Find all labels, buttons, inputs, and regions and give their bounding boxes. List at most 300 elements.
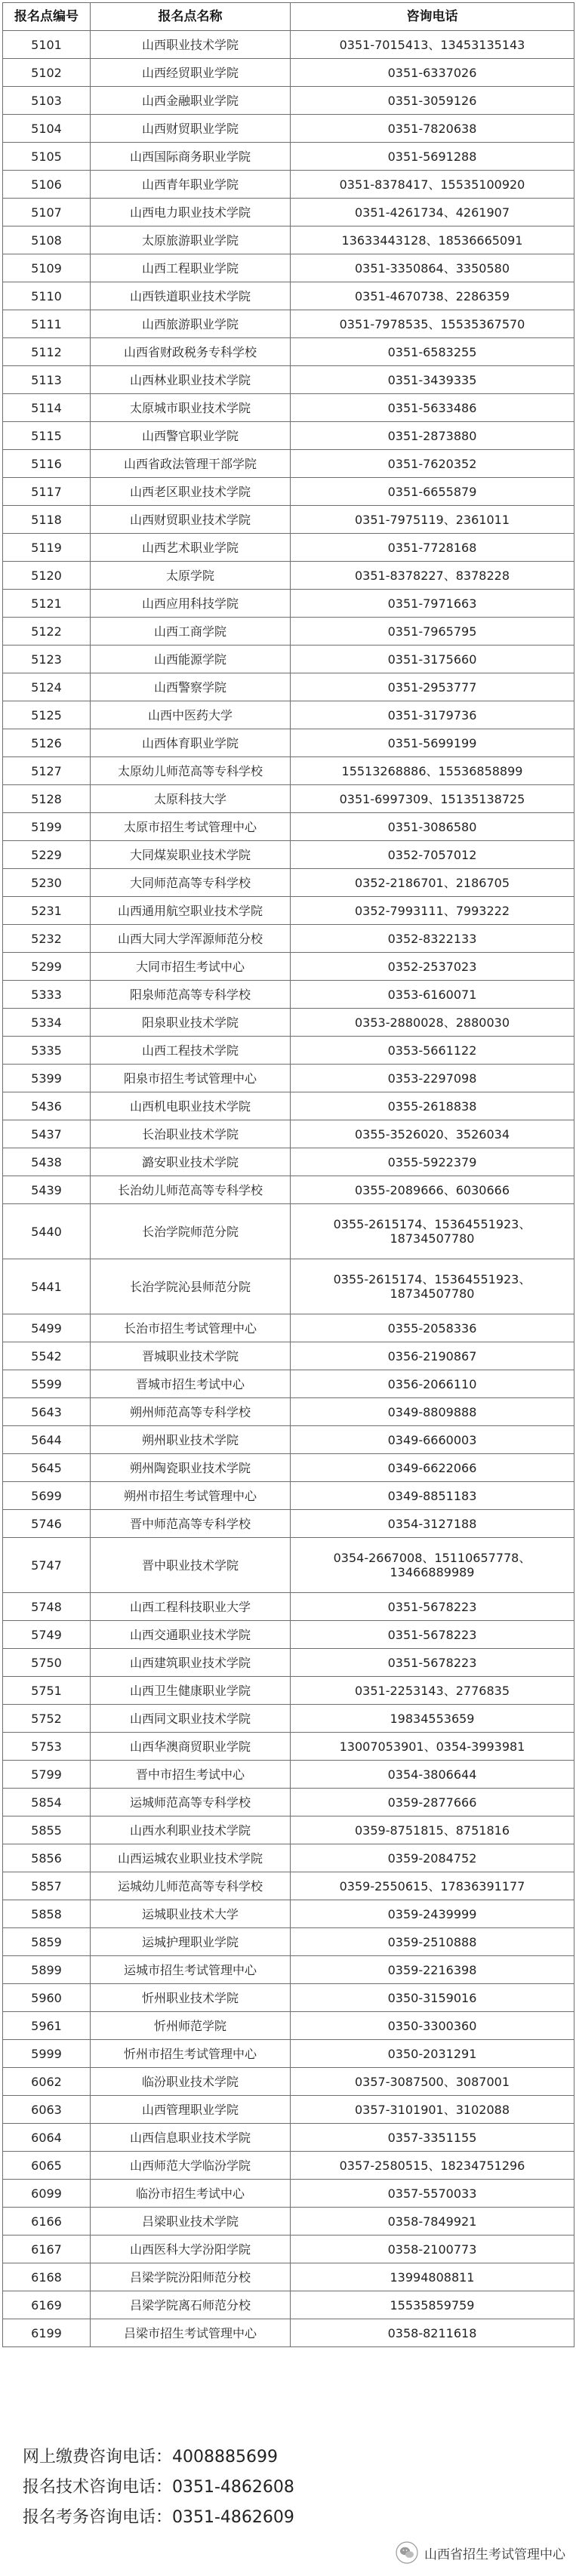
site-name-cell: 临汾职业技术学院: [91, 2068, 291, 2096]
site-code-cell: 5111: [3, 310, 91, 338]
site-name-cell: 太原学院: [91, 562, 291, 590]
phone-cell: 0351-5678223: [291, 1649, 574, 1677]
site-code-cell: 5102: [3, 59, 91, 87]
phone-cell: 0351-7728168: [291, 534, 574, 562]
site-name-cell: 山西通用航空职业技术学院: [91, 897, 291, 925]
site-name-cell: 太原幼儿师范高等专科学校: [91, 757, 291, 785]
table-row: [3, 1649, 574, 1677]
table-row: [3, 1176, 574, 1204]
phone-cell: 0355-2058336: [291, 1314, 574, 1342]
site-code-cell: 5103: [3, 87, 91, 115]
phone-cell: 13633443128、18536665091: [291, 226, 574, 254]
site-name-cell: 阳泉师范高等专科学校: [91, 981, 291, 1009]
phone-cell: 0351-5691288: [291, 143, 574, 171]
site-name-cell: 山西旅游职业学院: [91, 310, 291, 338]
contact-footer: [23, 2446, 566, 2537]
site-code-cell: 5230: [3, 869, 91, 897]
site-code-cell: 5232: [3, 925, 91, 953]
site-name-cell: 山西林业职业技术学院: [91, 366, 291, 394]
site-name-cell: 山西电力职业技术学院: [91, 199, 291, 226]
site-code-cell: 5899: [3, 1956, 91, 1984]
table-row: [3, 897, 574, 925]
phone-cell: 0351-3175660: [291, 646, 574, 673]
site-name-cell: 太原市招生考试管理中心: [91, 813, 291, 841]
site-name-cell: 运城师范高等专科学校: [91, 1789, 291, 1816]
site-name-cell: 山西青年职业学院: [91, 171, 291, 199]
site-code-cell: 5124: [3, 673, 91, 701]
site-name-cell: 山西体育职业学院: [91, 729, 291, 757]
payment-hotline: 网上缴费咨询电话：4008885699: [23, 2448, 278, 2467]
phone-cell: 0351-6655879: [291, 478, 574, 506]
table-row: [3, 2263, 574, 2291]
site-code-cell: 5108: [3, 226, 91, 254]
site-code-cell: 5961: [3, 2012, 91, 2040]
table-row: [3, 1482, 574, 1510]
site-name-cell: 山西华澳商贸职业学院: [91, 1733, 291, 1761]
phone-cell: 0351-4261734、4261907: [291, 199, 574, 226]
site-code-cell: 5106: [3, 171, 91, 199]
table-row: [3, 1398, 574, 1426]
phone-cell: 13007053901、0354-3993981: [291, 1733, 574, 1761]
site-code-cell: 6064: [3, 2124, 91, 2152]
table-row: [3, 1314, 574, 1342]
site-name-cell: 山西财贸职业学院: [91, 115, 291, 143]
site-name-cell: 山西工程科技职业大学: [91, 1593, 291, 1621]
site-name-cell: 长治学院沁县师范分院: [91, 1259, 291, 1314]
site-name-cell: 山西艺术职业学院: [91, 534, 291, 562]
site-name-cell: 运城护理职业学院: [91, 1928, 291, 1956]
phone-cell: 0349-6622066: [291, 1454, 574, 1482]
site-code-cell: 6099: [3, 2180, 91, 2208]
site-name-cell: 晋城职业技术学院: [91, 1342, 291, 1370]
site-code-cell: 5128: [3, 785, 91, 813]
site-name-cell: 运城市招生考试管理中心: [91, 1956, 291, 1984]
phone-cell: 0355-5922379: [291, 1148, 574, 1176]
site-code-cell: 6169: [3, 2291, 91, 2319]
site-code-cell: 6168: [3, 2263, 91, 2291]
site-name-cell: 山西运城农业职业技术学院: [91, 1844, 291, 1872]
table-row: [3, 366, 574, 394]
site-code-cell: 5859: [3, 1928, 91, 1956]
site-name-cell: 大同煤炭职业技术学院: [91, 841, 291, 869]
table-row: [3, 1761, 574, 1789]
table-row: [3, 2124, 574, 2152]
site-code-cell: 5746: [3, 1510, 91, 1538]
table-row: [3, 1120, 574, 1148]
table-row: [3, 1844, 574, 1872]
watermark: [396, 2541, 565, 2564]
phone-cell: 0357-2580515、18234751296: [291, 2152, 574, 2180]
table-row: [3, 729, 574, 757]
phone-cell: 0351-3179736: [291, 701, 574, 729]
table-row: [3, 925, 574, 953]
table-row: [3, 785, 574, 813]
table-row: [3, 618, 574, 646]
site-code-cell: 5104: [3, 115, 91, 143]
site-code-cell: 5799: [3, 1761, 91, 1789]
table-row: [3, 673, 574, 701]
table-row: [3, 1259, 574, 1314]
phone-cell: 0357-3351155: [291, 2124, 574, 2152]
table-row: [3, 422, 574, 450]
table-row: [3, 2152, 574, 2180]
site-code-cell: 6199: [3, 2319, 91, 2347]
table-row: [3, 1204, 574, 1259]
site-code-cell: 5101: [3, 31, 91, 59]
phone-cell: 0349-8809888: [291, 1398, 574, 1426]
site-code-cell: 6166: [3, 2208, 91, 2236]
site-code-cell: 5440: [3, 1204, 91, 1259]
site-name-cell: 吕梁学院汾阳师范分校: [91, 2263, 291, 2291]
site-name-cell: 阳泉职业技术学院: [91, 1009, 291, 1037]
phone-cell: 0357-3101901、3102088: [291, 2096, 574, 2124]
site-code-cell: 5116: [3, 450, 91, 478]
table-row: [3, 2319, 574, 2347]
site-name-cell: 太原城市职业技术学院: [91, 394, 291, 422]
phone-cell: 13994808811: [291, 2263, 574, 2291]
phone-cell: 0353-2880028、2880030: [291, 1009, 574, 1037]
table-row: [3, 143, 574, 171]
table-row: [3, 1009, 574, 1037]
table-row: [3, 254, 574, 282]
site-name-cell: 朔州职业技术学院: [91, 1426, 291, 1454]
site-name-cell: 大同市招生考试中心: [91, 953, 291, 981]
table-row: [3, 953, 574, 981]
phone-cell: 0351-7978535、15535367570: [291, 310, 574, 338]
site-name-cell: 山西财贸职业技术学院: [91, 506, 291, 534]
table-row: [3, 590, 574, 618]
site-code-cell: 5753: [3, 1733, 91, 1761]
phone-cell: 0351-3086580: [291, 813, 574, 841]
table-row: [3, 1956, 574, 1984]
site-name-cell: 朔州师范高等专科学校: [91, 1398, 291, 1426]
table-row: [3, 282, 574, 310]
phone-cell: 0359-2510888: [291, 1928, 574, 1956]
exam-affairs-hotline: 报名考务咨询电话：0351-4862609: [23, 2508, 294, 2527]
site-name-cell: 太原旅游职业学院: [91, 226, 291, 254]
site-name-cell: 潞安职业技术学院: [91, 1148, 291, 1176]
phone-cell: 0352-2537023: [291, 953, 574, 981]
site-name-cell: 太原科技大学: [91, 785, 291, 813]
site-code-cell: 5299: [3, 953, 91, 981]
table-row: [3, 2180, 574, 2208]
site-name-cell: 山西国际商务职业学院: [91, 143, 291, 171]
phone-cell: 0350-3300360: [291, 2012, 574, 2040]
table-row: [3, 841, 574, 869]
site-code-cell: 5115: [3, 422, 91, 450]
site-name-cell: 长治市招生考试管理中心: [91, 1314, 291, 1342]
site-code-cell: 5399: [3, 1065, 91, 1092]
site-code-cell: 5643: [3, 1398, 91, 1426]
site-code-cell: 5117: [3, 478, 91, 506]
site-name-cell: 晋中师范高等专科学校: [91, 1510, 291, 1538]
site-name-cell: 山西省政法管理干部学院: [91, 450, 291, 478]
header-site-code: 报名点编号: [3, 3, 91, 31]
site-name-cell: 忻州师范学院: [91, 2012, 291, 2040]
phone-cell: 0354-2667008、15110657778、 13466889989: [291, 1538, 574, 1593]
phone-cell: 15513268886、15536858899: [291, 757, 574, 785]
phone-cell: 0351-2253143、2776835: [291, 1677, 574, 1705]
site-name-cell: 忻州市招生考试管理中心: [91, 2040, 291, 2068]
table-row: [3, 534, 574, 562]
site-code-cell: 5599: [3, 1370, 91, 1398]
phone-cell: 0351-7975119、2361011: [291, 506, 574, 534]
phone-cell: 0359-2550615、17836391177: [291, 1872, 574, 1900]
phone-cell: 0351-3059126: [291, 87, 574, 115]
table-row: [3, 2096, 574, 2124]
site-code-cell: 5752: [3, 1705, 91, 1733]
site-code-cell: 5121: [3, 590, 91, 618]
phone-cell: 0351-6337026: [291, 59, 574, 87]
site-code-cell: 5229: [3, 841, 91, 869]
table-row: [3, 199, 574, 226]
phone-cell: 0352-2186701、2186705: [291, 869, 574, 897]
site-code-cell: 5123: [3, 646, 91, 673]
site-code-cell: 5542: [3, 1342, 91, 1370]
phone-cell: 0351-2873880: [291, 422, 574, 450]
site-name-cell: 山西医科大学汾阳学院: [91, 2236, 291, 2263]
table-row: [3, 1510, 574, 1538]
phone-cell: 0351-8378227、8378228: [291, 562, 574, 590]
site-name-cell: 山西金融职业学院: [91, 87, 291, 115]
phone-cell: 0359-2439999: [291, 1900, 574, 1928]
phone-cell: 0351-5699199: [291, 729, 574, 757]
phone-cell: 0354-3127188: [291, 1510, 574, 1538]
phone-cell: 0351-5678223: [291, 1621, 574, 1649]
site-code-cell: 5441: [3, 1259, 91, 1314]
table-row: [3, 2291, 574, 2319]
phone-cell: 0351-6583255: [291, 338, 574, 366]
site-name-cell: 长治职业技术学院: [91, 1120, 291, 1148]
site-name-cell: 山西经贸职业学院: [91, 59, 291, 87]
phone-cell: 0351-4670738、2286359: [291, 282, 574, 310]
phone-cell: 0349-6660003: [291, 1426, 574, 1454]
table-row: [3, 757, 574, 785]
site-code-cell: 5110: [3, 282, 91, 310]
table-row: [3, 2040, 574, 2068]
site-code-cell: 5751: [3, 1677, 91, 1705]
site-name-cell: 山西大同大学浑源师范分校: [91, 925, 291, 953]
table-row: [3, 646, 574, 673]
technical-hotline: 报名技术咨询电话：0351-4862608: [23, 2478, 294, 2497]
table-row: [3, 1928, 574, 1956]
site-name-cell: 山西信息职业技术学院: [91, 2124, 291, 2152]
site-code-cell: 5857: [3, 1872, 91, 1900]
site-code-cell: 5126: [3, 729, 91, 757]
site-name-cell: 运城职业技术大学: [91, 1900, 291, 1928]
phone-cell: 0353-2297098: [291, 1065, 574, 1092]
phone-cell: 0359-8751815、8751816: [291, 1816, 574, 1844]
site-name-cell: 长治幼儿师范高等专科学校: [91, 1176, 291, 1204]
site-code-cell: 5335: [3, 1037, 91, 1065]
table-row: [3, 2208, 574, 2236]
site-code-cell: 5109: [3, 254, 91, 282]
table-row: [3, 1454, 574, 1482]
site-code-cell: 5120: [3, 562, 91, 590]
table-row: [3, 226, 574, 254]
site-code-cell: 5749: [3, 1621, 91, 1649]
phone-cell: 15535859759: [291, 2291, 574, 2319]
site-code-cell: 5960: [3, 1984, 91, 2012]
phone-cell: 0351-6997309、15135138725: [291, 785, 574, 813]
table-row: [3, 1621, 574, 1649]
site-code-cell: 5644: [3, 1426, 91, 1454]
phone-cell: 0352-7993111、7993222: [291, 897, 574, 925]
phone-cell: 0350-2031291: [291, 2040, 574, 2068]
phone-cell: 0349-8851183: [291, 1482, 574, 1510]
site-code-cell: 5747: [3, 1538, 91, 1593]
phone-cell: 0351-7015413、13453135143: [291, 31, 574, 59]
site-code-cell: 5750: [3, 1649, 91, 1677]
site-name-cell: 山西卫生健康职业学院: [91, 1677, 291, 1705]
site-name-cell: 山西警察学院: [91, 673, 291, 701]
site-name-cell: 忻州职业技术学院: [91, 1984, 291, 2012]
table-row: [3, 1900, 574, 1928]
table-row: [3, 171, 574, 199]
site-name-cell: 临汾市招生考试中心: [91, 2180, 291, 2208]
table-row: [3, 338, 574, 366]
site-name-cell: 山西工程技术学院: [91, 1037, 291, 1065]
table-row: [3, 1733, 574, 1761]
site-name-cell: 山西能源学院: [91, 646, 291, 673]
site-code-cell: 5499: [3, 1314, 91, 1342]
table-body: [3, 31, 574, 2347]
site-code-cell: 5854: [3, 1789, 91, 1816]
phone-cell: 0355-2089666、6030666: [291, 1176, 574, 1204]
site-code-cell: 5105: [3, 143, 91, 171]
site-name-cell: 山西师范大学临汾学院: [91, 2152, 291, 2180]
site-code-cell: 5858: [3, 1900, 91, 1928]
table-row: [3, 31, 574, 59]
site-name-cell: 山西工程职业学院: [91, 254, 291, 282]
phone-cell: 0351-2953777: [291, 673, 574, 701]
table-row: [3, 1984, 574, 2012]
site-code-cell: 5438: [3, 1148, 91, 1176]
phone-cell: 0355-2618838: [291, 1092, 574, 1120]
site-code-cell: 5436: [3, 1092, 91, 1120]
table-row: [3, 1092, 574, 1120]
phone-cell: 0351-7820638: [291, 115, 574, 143]
site-name-cell: 山西管理职业学院: [91, 2096, 291, 2124]
site-name-cell: 晋中市招生考试中心: [91, 1761, 291, 1789]
phone-cell: 0350-3159016: [291, 1984, 574, 2012]
table-row: [3, 1705, 574, 1733]
site-name-cell: 朔州市招生考试管理中心: [91, 1482, 291, 1510]
phone-cell: 0358-8211618: [291, 2319, 574, 2347]
site-code-cell: 5856: [3, 1844, 91, 1872]
site-code-cell: 5119: [3, 534, 91, 562]
table-header-row: [3, 3, 574, 31]
site-name-cell: 吕梁市招生考试管理中心: [91, 2319, 291, 2347]
site-name-cell: 山西中医药大学: [91, 701, 291, 729]
phone-cell: 0351-3439335: [291, 366, 574, 394]
table-row: [3, 1677, 574, 1705]
registration-sites-table: [2, 2, 574, 2347]
phone-cell: 0356-2190867: [291, 1342, 574, 1370]
site-code-cell: 5125: [3, 701, 91, 729]
phone-cell: 0357-3087500、3087001: [291, 2068, 574, 2096]
table-row: [3, 2012, 574, 2040]
site-name-cell: 朔州陶瓷职业技术学院: [91, 1454, 291, 1482]
site-name-cell: 长治学院师范分院: [91, 1204, 291, 1259]
site-name-cell: 晋城市招生考试中心: [91, 1370, 291, 1398]
phone-cell: 0359-2877666: [291, 1789, 574, 1816]
site-code-cell: 5113: [3, 366, 91, 394]
phone-cell: 0351-7971663: [291, 590, 574, 618]
phone-cell: 0355-2615174、15364551923、 18734507780: [291, 1204, 574, 1259]
table-row: [3, 310, 574, 338]
site-name-cell: 山西机电职业技术学院: [91, 1092, 291, 1120]
phone-cell: 0352-8322133: [291, 925, 574, 953]
phone-cell: 0356-2066110: [291, 1370, 574, 1398]
phone-cell: 0355-3526020、3526034: [291, 1120, 574, 1148]
phone-cell: 0351-5678223: [291, 1593, 574, 1621]
site-code-cell: 6062: [3, 2068, 91, 2096]
site-code-cell: 5114: [3, 394, 91, 422]
site-code-cell: 5334: [3, 1009, 91, 1037]
site-code-cell: 6167: [3, 2236, 91, 2263]
site-name-cell: 山西水利职业技术学院: [91, 1816, 291, 1844]
phone-cell: 0353-6160071: [291, 981, 574, 1009]
site-code-cell: 5333: [3, 981, 91, 1009]
phone-cell: 0352-7057012: [291, 841, 574, 869]
phone-cell: 0358-7849921: [291, 2208, 574, 2236]
site-code-cell: 5999: [3, 2040, 91, 2068]
table-row: [3, 1426, 574, 1454]
site-name-cell: 运城幼儿师范高等专科学校: [91, 1872, 291, 1900]
site-name-cell: 山西铁道职业技术学院: [91, 282, 291, 310]
site-code-cell: 5199: [3, 813, 91, 841]
table-row: [3, 1789, 574, 1816]
site-name-cell: 山西工商学院: [91, 618, 291, 646]
site-name-cell: 晋中职业技术学院: [91, 1538, 291, 1593]
table-row: [3, 869, 574, 897]
phone-cell: 0351-5633486: [291, 394, 574, 422]
table-row: [3, 115, 574, 143]
site-code-cell: 5118: [3, 506, 91, 534]
table-row: [3, 1593, 574, 1621]
phone-cell: 0355-2615174、15364551923、 18734507780: [291, 1259, 574, 1314]
table-row: [3, 1342, 574, 1370]
table-row: [3, 394, 574, 422]
header-phone: 咨询电话: [291, 3, 574, 31]
table-row: [3, 478, 574, 506]
table-row: [3, 1816, 574, 1844]
table-row: [3, 1148, 574, 1176]
phone-cell: 0351-7620352: [291, 450, 574, 478]
phone-cell: 0351-8378417、15535100920: [291, 171, 574, 199]
table-row: [3, 59, 574, 87]
table-row: [3, 813, 574, 841]
table-row: [3, 701, 574, 729]
site-code-cell: 5699: [3, 1482, 91, 1510]
site-code-cell: 5127: [3, 757, 91, 785]
site-name-cell: 吕梁学院离石师范分校: [91, 2291, 291, 2319]
table-row: [3, 2068, 574, 2096]
table-row: [3, 1872, 574, 1900]
site-code-cell: 6063: [3, 2096, 91, 2124]
table-row: [3, 506, 574, 534]
site-code-cell: 5439: [3, 1176, 91, 1204]
site-code-cell: 5112: [3, 338, 91, 366]
site-name-cell: 阳泉市招生考试管理中心: [91, 1065, 291, 1092]
site-name-cell: 山西建筑职业技术学院: [91, 1649, 291, 1677]
site-name-cell: 山西警官职业学院: [91, 422, 291, 450]
site-code-cell: 5748: [3, 1593, 91, 1621]
site-code-cell: 5645: [3, 1454, 91, 1482]
site-name-cell: 大同师范高等专科学校: [91, 869, 291, 897]
table-row: [3, 450, 574, 478]
